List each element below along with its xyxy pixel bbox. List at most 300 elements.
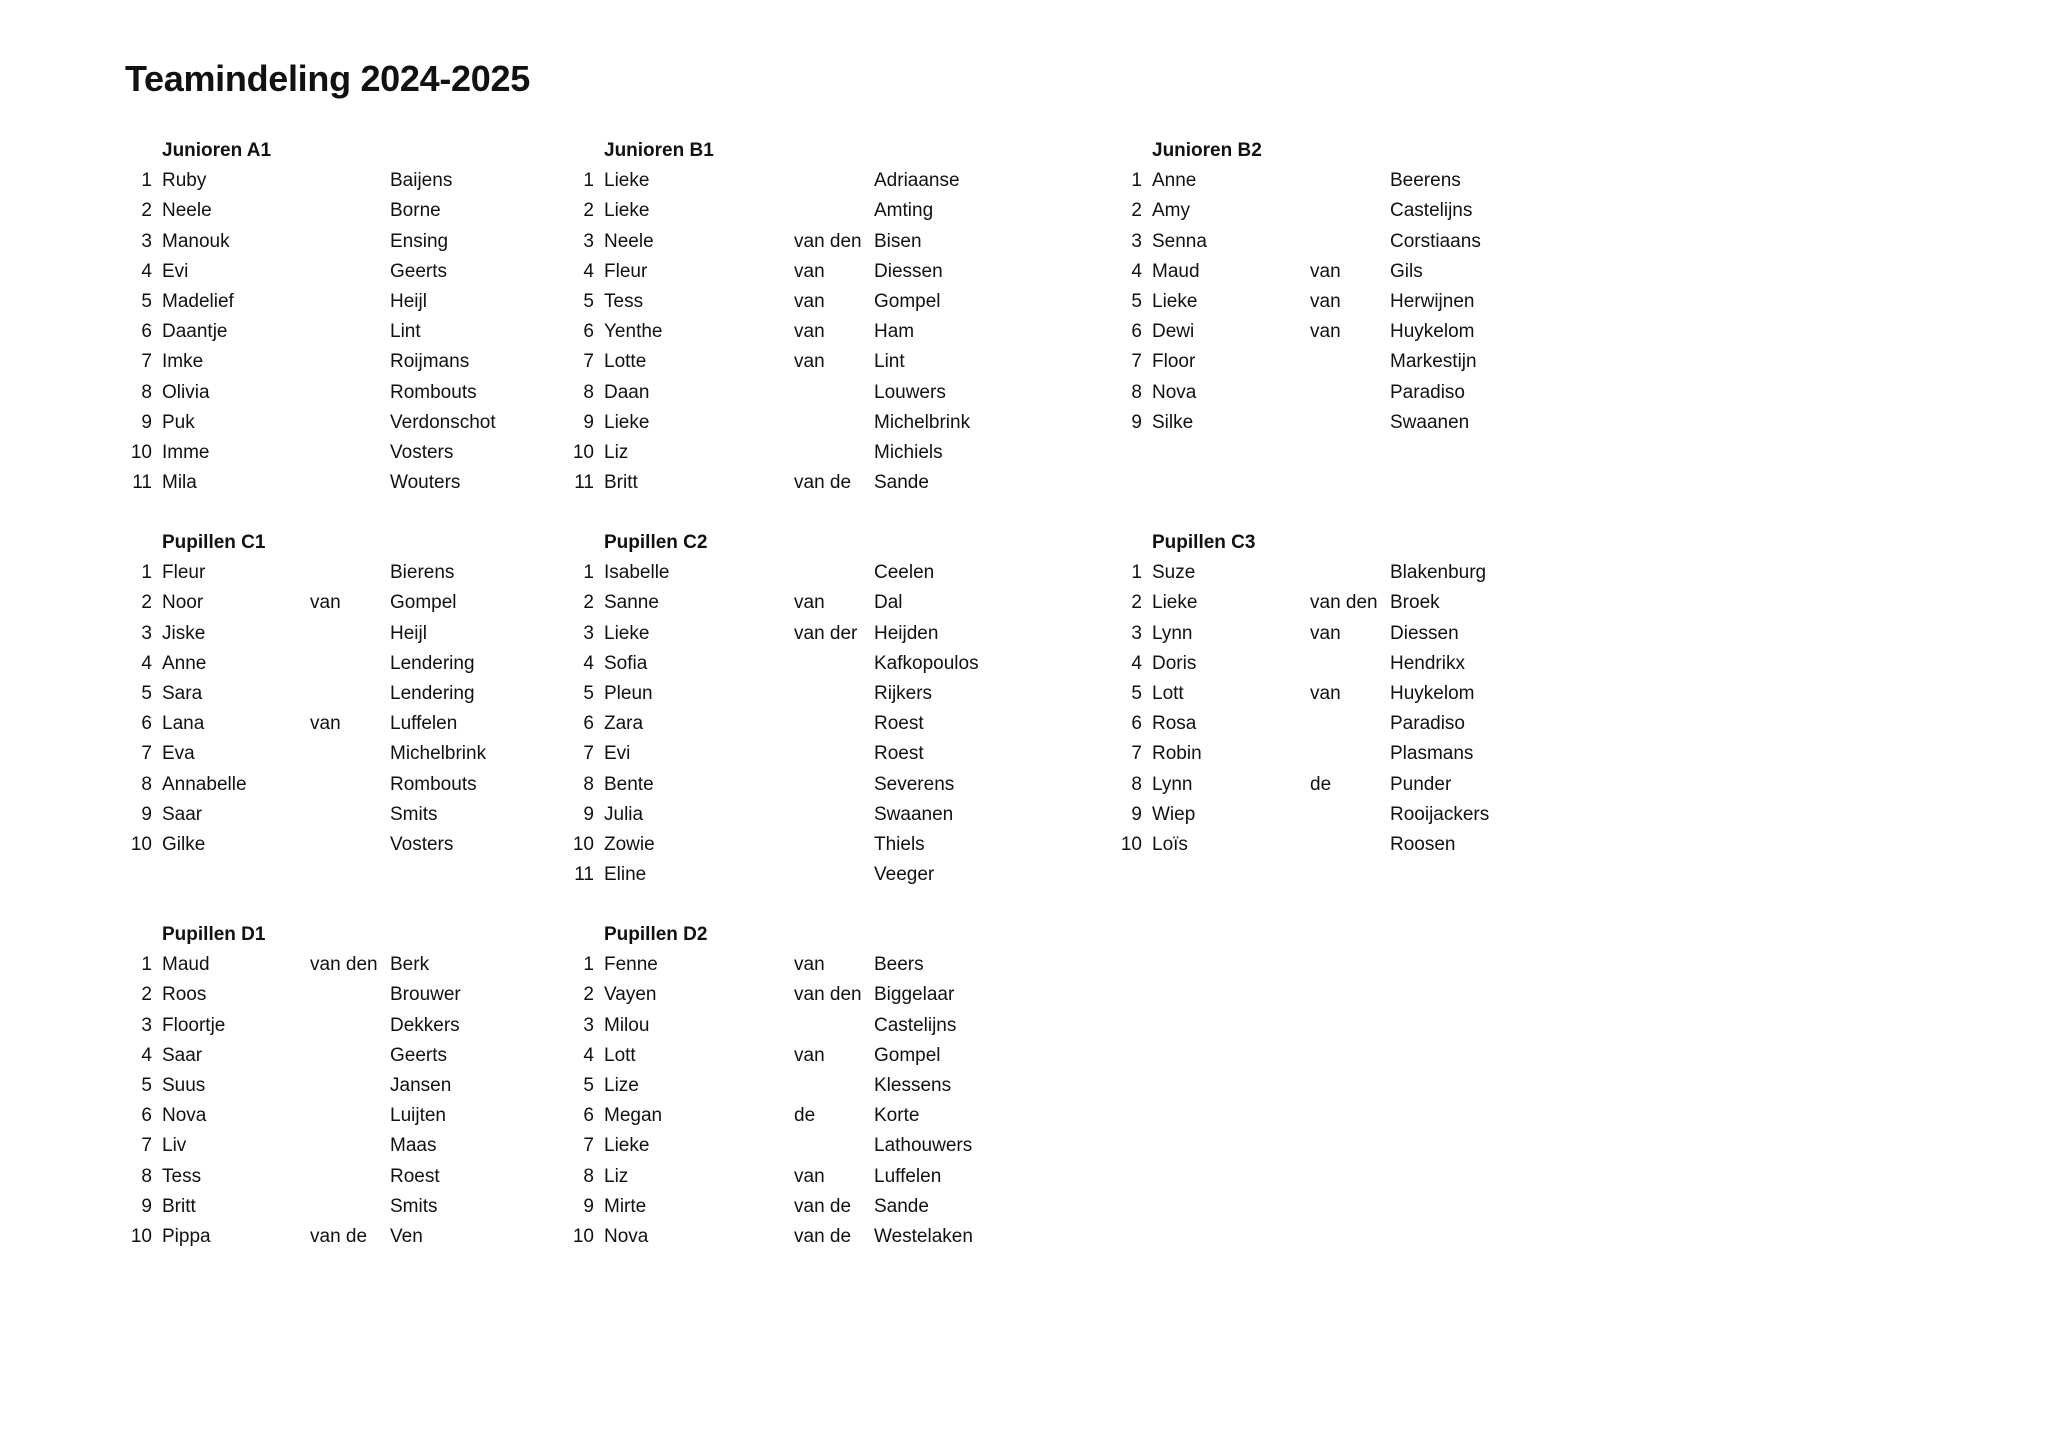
player-last-name: Ceelen [874, 562, 935, 583]
player-number: 11 [132, 472, 152, 493]
player-last-name: Herwijnen [1390, 291, 1475, 312]
player-first-name: Anne [1152, 170, 1197, 191]
player-last-name: Heijden [874, 623, 939, 644]
player-last-name: Rombouts [390, 382, 477, 403]
player-first-name: Senna [1152, 231, 1207, 252]
player-last-name: Westelaken [874, 1226, 973, 1247]
player-first-name: Tess [162, 1166, 202, 1187]
player-row [572, 438, 992, 468]
player-last-name: Smits [390, 804, 438, 825]
player-last-name: Paradiso [1390, 382, 1465, 403]
player-name-prefix: van [794, 261, 825, 282]
player-row [130, 830, 550, 860]
player-first-name: Maud [1152, 261, 1200, 282]
player-first-name: Neele [162, 200, 212, 221]
player-row [130, 1131, 550, 1161]
player-number: 1 [141, 954, 152, 975]
player-last-name: Ensing [390, 231, 449, 252]
player-number: 8 [583, 774, 594, 795]
player-row [572, 619, 992, 649]
player-row [572, 166, 992, 196]
player-name-prefix: van [794, 592, 825, 613]
player-last-name: Sande [874, 472, 929, 493]
player-first-name: Sanne [604, 592, 659, 613]
player-first-name: Anne [162, 653, 207, 674]
player-number: 5 [141, 1075, 152, 1096]
player-last-name: Veeger [874, 864, 935, 885]
player-row [572, 1101, 992, 1131]
player-first-name: Bente [604, 774, 654, 795]
player-row [130, 649, 550, 679]
player-first-name: Lieke [604, 623, 650, 644]
player-row [572, 679, 992, 709]
player-name-prefix: van der [794, 623, 858, 644]
player-last-name: Rooijackers [1390, 804, 1490, 825]
player-last-name: Luijten [390, 1105, 446, 1126]
player-last-name: Gompel [874, 1045, 941, 1066]
player-last-name: Jansen [390, 1075, 452, 1096]
player-row [572, 649, 992, 679]
player-row [572, 408, 992, 438]
player-number: 4 [1131, 261, 1142, 282]
player-first-name: Lieke [1152, 592, 1198, 613]
player-number: 4 [141, 653, 152, 674]
player-number: 1 [1131, 170, 1142, 191]
player-last-name: Maas [390, 1135, 437, 1156]
player-row [1120, 408, 1540, 438]
player-number: 2 [141, 592, 152, 613]
player-name-prefix: van den [794, 231, 862, 252]
player-first-name: Floortje [162, 1015, 226, 1036]
player-last-name: Korte [874, 1105, 920, 1126]
player-last-name: Michiels [874, 442, 943, 463]
player-row [572, 558, 992, 588]
player-number: 4 [583, 261, 594, 282]
player-row [572, 317, 992, 347]
player-last-name: Lathouwers [874, 1135, 973, 1156]
player-row [130, 1041, 550, 1071]
player-first-name: Wiep [1152, 804, 1196, 825]
player-number: 1 [583, 562, 594, 583]
player-first-name: Roos [162, 984, 207, 1005]
player-first-name: Pleun [604, 683, 653, 704]
player-row [130, 1011, 550, 1041]
player-first-name: Britt [604, 472, 638, 493]
player-number: 6 [141, 321, 152, 342]
player-first-name: Neele [604, 231, 654, 252]
player-row [572, 800, 992, 830]
player-last-name: Dal [874, 592, 903, 613]
player-number: 9 [583, 412, 594, 433]
player-number: 7 [1131, 743, 1142, 764]
team-title: Pupillen C3 [1152, 532, 1256, 553]
player-first-name: Tess [604, 291, 644, 312]
player-number: 8 [583, 382, 594, 403]
player-first-name: Milou [604, 1015, 650, 1036]
player-first-name: Dewi [1152, 321, 1195, 342]
player-first-name: Robin [1152, 743, 1202, 764]
player-last-name: Castelijns [874, 1015, 957, 1036]
player-last-name: Castelijns [1390, 200, 1473, 221]
player-name-prefix: van [794, 291, 825, 312]
player-row [572, 1131, 992, 1161]
player-last-name: Diessen [874, 261, 943, 282]
player-last-name: Bierens [390, 562, 455, 583]
player-row [1120, 649, 1540, 679]
player-row [130, 619, 550, 649]
player-number: 7 [583, 351, 594, 372]
player-number: 1 [583, 954, 594, 975]
player-row [130, 166, 550, 196]
player-first-name: Lize [604, 1075, 639, 1096]
player-row [130, 558, 550, 588]
player-last-name: Punder [1390, 774, 1452, 795]
player-name-prefix: van de [794, 1196, 852, 1217]
player-row [572, 739, 992, 769]
player-row [130, 468, 550, 498]
player-row [130, 770, 550, 800]
player-first-name: Zowie [604, 834, 655, 855]
player-last-name: Verdonschot [390, 412, 496, 433]
player-last-name: Markestijn [1390, 351, 1477, 372]
player-number: 1 [141, 562, 152, 583]
player-row [130, 438, 550, 468]
player-number: 2 [583, 984, 594, 1005]
player-name-prefix: van [794, 1166, 825, 1187]
player-first-name: Eline [604, 864, 647, 885]
player-first-name: Vayen [604, 984, 657, 1005]
player-first-name: Madelief [162, 291, 234, 312]
player-number: 7 [583, 743, 594, 764]
page-title: Teamindeling 2024-2025 [125, 58, 530, 99]
player-number: 3 [141, 1015, 152, 1036]
player-number: 8 [1131, 774, 1142, 795]
player-row [572, 227, 992, 257]
player-row [572, 1192, 992, 1222]
player-row [572, 287, 992, 317]
player-name-prefix: van [794, 351, 825, 372]
player-first-name: Fleur [604, 261, 648, 282]
player-first-name: Noor [162, 592, 204, 613]
player-row [1120, 800, 1540, 830]
player-row [572, 770, 992, 800]
player-last-name: Vosters [390, 442, 454, 463]
player-row [572, 1041, 992, 1071]
player-last-name: Gompel [874, 291, 941, 312]
player-number: 7 [583, 1135, 594, 1156]
player-number: 7 [141, 351, 152, 372]
player-number: 2 [141, 200, 152, 221]
player-last-name: Lendering [390, 653, 475, 674]
player-last-name: Baijens [390, 170, 453, 191]
player-number: 5 [1131, 291, 1142, 312]
player-row [130, 257, 550, 287]
player-last-name: Rombouts [390, 774, 477, 795]
player-number: 2 [583, 200, 594, 221]
player-name-prefix: van de [794, 472, 852, 493]
player-row [130, 679, 550, 709]
player-number: 5 [1131, 683, 1142, 704]
player-first-name: Lott [1152, 683, 1184, 704]
player-last-name: Diessen [1390, 623, 1459, 644]
player-last-name: Gils [1390, 261, 1423, 282]
player-name-prefix: van [1310, 291, 1341, 312]
player-number: 8 [141, 382, 152, 403]
player-last-name: Luffelen [874, 1166, 942, 1187]
player-row [130, 1071, 550, 1101]
player-number: 9 [1131, 804, 1142, 825]
player-number: 6 [141, 1105, 152, 1126]
player-number: 10 [572, 834, 594, 855]
player-row [130, 1162, 550, 1192]
player-last-name: Michelbrink [874, 412, 971, 433]
player-number: 9 [141, 804, 152, 825]
player-last-name: Ven [390, 1226, 423, 1247]
player-first-name: Annabelle [162, 774, 247, 795]
player-name-prefix: van [1310, 683, 1341, 704]
player-number: 11 [574, 472, 594, 493]
player-first-name: Mirte [604, 1196, 647, 1217]
player-number: 9 [583, 1196, 594, 1217]
player-number: 4 [1131, 653, 1142, 674]
team-title: Pupillen C2 [604, 532, 708, 553]
player-row [130, 1101, 550, 1131]
player-first-name: Ruby [162, 170, 207, 191]
player-first-name: Suze [1152, 562, 1196, 583]
player-number: 10 [130, 442, 152, 463]
player-last-name: Geerts [390, 1045, 448, 1066]
player-number: 6 [583, 321, 594, 342]
player-first-name: Nova [162, 1105, 207, 1126]
player-last-name: Ham [874, 321, 915, 342]
player-row [130, 1222, 550, 1252]
player-number: 7 [1131, 351, 1142, 372]
player-last-name: Roest [874, 743, 924, 764]
player-first-name: Floor [1152, 351, 1196, 372]
player-number: 9 [1131, 412, 1142, 433]
player-row [572, 1011, 992, 1041]
player-row [130, 800, 550, 830]
player-first-name: Lieke [604, 412, 650, 433]
player-last-name: Wouters [390, 472, 461, 493]
player-last-name: Lint [390, 321, 421, 342]
player-row [130, 317, 550, 347]
player-number: 2 [1131, 592, 1142, 613]
player-number: 3 [1131, 623, 1142, 644]
player-last-name: Hendrikx [1390, 653, 1465, 674]
player-number: 8 [141, 774, 152, 795]
player-last-name: Klessens [874, 1075, 952, 1096]
player-row [130, 1192, 550, 1222]
player-first-name: Nova [604, 1226, 649, 1247]
player-number: 1 [141, 170, 152, 191]
player-first-name: Olivia [162, 382, 210, 403]
player-last-name: Borne [390, 200, 441, 221]
player-number: 9 [141, 1196, 152, 1217]
player-row [130, 196, 550, 226]
player-first-name: Lynn [1152, 623, 1193, 644]
player-number: 1 [1131, 562, 1142, 583]
player-last-name: Broek [1390, 592, 1440, 613]
player-name-prefix: de [1310, 774, 1332, 795]
player-first-name: Lana [162, 713, 205, 734]
player-last-name: Huykelom [1390, 683, 1475, 704]
player-first-name: Britt [162, 1196, 196, 1217]
player-last-name: Severens [874, 774, 955, 795]
player-first-name: Lieke [604, 1135, 650, 1156]
player-first-name: Yenthe [604, 321, 663, 342]
player-last-name: Paradiso [1390, 713, 1465, 734]
player-name-prefix: van [310, 713, 341, 734]
player-last-name: Michelbrink [390, 743, 487, 764]
player-row [130, 378, 550, 408]
player-number: 10 [572, 442, 594, 463]
player-number: 10 [130, 1226, 152, 1247]
player-number: 2 [141, 984, 152, 1005]
player-row [572, 980, 992, 1010]
player-number: 3 [141, 623, 152, 644]
player-last-name: Rijkers [874, 683, 933, 704]
player-row [572, 1071, 992, 1101]
player-name-prefix: van [794, 1045, 825, 1066]
player-last-name: Vosters [390, 834, 454, 855]
player-number: 5 [583, 291, 594, 312]
player-first-name: Rosa [1152, 713, 1197, 734]
player-row [1120, 347, 1540, 377]
player-row [1120, 227, 1540, 257]
player-first-name: Julia [604, 804, 644, 825]
player-row [1120, 588, 1540, 618]
player-name-prefix: van [1310, 321, 1341, 342]
player-first-name: Silke [1152, 412, 1194, 433]
player-first-name: Liv [162, 1135, 187, 1156]
player-first-name: Lieke [1152, 291, 1198, 312]
player-number: 8 [1131, 382, 1142, 403]
player-last-name: Lint [874, 351, 905, 372]
player-row [1120, 770, 1540, 800]
player-first-name: Sara [162, 683, 203, 704]
player-last-name: Kafkopoulos [874, 653, 979, 674]
player-first-name: Imme [162, 442, 210, 463]
player-name-prefix: van den [794, 984, 862, 1005]
player-first-name: Daantje [162, 321, 228, 342]
player-first-name: Liz [604, 442, 629, 463]
player-last-name: Dekkers [390, 1015, 460, 1036]
player-last-name: Roosen [1390, 834, 1456, 855]
player-row [130, 408, 550, 438]
player-row [572, 468, 992, 498]
player-number: 8 [141, 1166, 152, 1187]
player-first-name: Liz [604, 1166, 629, 1187]
player-first-name: Loïs [1152, 834, 1188, 855]
player-first-name: Imke [162, 351, 204, 372]
player-number: 4 [141, 261, 152, 282]
player-last-name: Beers [874, 954, 924, 975]
player-name-prefix: van den [310, 954, 378, 975]
player-row [572, 347, 992, 377]
player-first-name: Fleur [162, 562, 206, 583]
player-row [1120, 830, 1540, 860]
player-last-name: Roijmans [390, 351, 470, 372]
player-number: 9 [583, 804, 594, 825]
player-last-name: Bisen [874, 231, 922, 252]
player-name-prefix: van [794, 321, 825, 342]
player-number: 6 [583, 1105, 594, 1126]
player-last-name: Heijl [390, 291, 427, 312]
player-last-name: Geerts [390, 261, 448, 282]
player-name-prefix: van [310, 592, 341, 613]
player-first-name: Evi [604, 743, 631, 764]
player-row [1120, 378, 1540, 408]
player-number: 7 [141, 743, 152, 764]
player-row [130, 980, 550, 1010]
player-number: 9 [141, 412, 152, 433]
player-first-name: Jiske [162, 623, 206, 644]
player-first-name: Zara [604, 713, 644, 734]
player-row [130, 588, 550, 618]
player-number: 3 [583, 623, 594, 644]
player-row [1120, 679, 1540, 709]
player-number: 1 [583, 170, 594, 191]
player-last-name: Luffelen [390, 713, 458, 734]
team-title: Pupillen D2 [604, 924, 708, 945]
player-first-name: Fenne [604, 954, 658, 975]
player-row [572, 709, 992, 739]
player-number: 6 [583, 713, 594, 734]
player-last-name: Smits [390, 1196, 438, 1217]
player-last-name: Biggelaar [874, 984, 955, 1005]
player-row [572, 196, 992, 226]
player-row [1120, 257, 1540, 287]
player-number: 6 [141, 713, 152, 734]
player-last-name: Heijl [390, 623, 427, 644]
player-name-prefix: van de [310, 1226, 368, 1247]
player-first-name: Evi [162, 261, 189, 282]
player-last-name: Louwers [874, 382, 946, 403]
player-first-name: Saar [162, 804, 203, 825]
player-number: 5 [583, 683, 594, 704]
player-row [130, 950, 550, 980]
player-name-prefix: van den [1310, 592, 1378, 613]
player-row [572, 830, 992, 860]
player-row [1120, 709, 1540, 739]
player-number: 6 [1131, 713, 1142, 734]
player-last-name: Corstiaans [1390, 231, 1481, 252]
player-first-name: Lotte [604, 351, 647, 372]
player-last-name: Sande [874, 1196, 929, 1217]
player-last-name: Brouwer [390, 984, 461, 1005]
player-row [130, 287, 550, 317]
player-last-name: Amting [874, 200, 934, 221]
team-title: Junioren B1 [604, 140, 714, 161]
player-row [572, 257, 992, 287]
player-last-name: Beerens [1390, 170, 1461, 191]
player-number: 10 [130, 834, 152, 855]
player-first-name: Sofia [604, 653, 648, 674]
player-number: 7 [141, 1135, 152, 1156]
player-first-name: Saar [162, 1045, 203, 1066]
team-title: Pupillen D1 [162, 924, 266, 945]
team-title: Junioren B2 [1152, 140, 1262, 161]
player-name-prefix: van [1310, 261, 1341, 282]
player-row [130, 227, 550, 257]
player-first-name: Maud [162, 954, 210, 975]
player-first-name: Puk [162, 412, 195, 433]
player-first-name: Mila [162, 472, 197, 493]
player-last-name: Huykelom [1390, 321, 1475, 342]
player-last-name: Blakenburg [1390, 562, 1487, 583]
player-row [130, 739, 550, 769]
